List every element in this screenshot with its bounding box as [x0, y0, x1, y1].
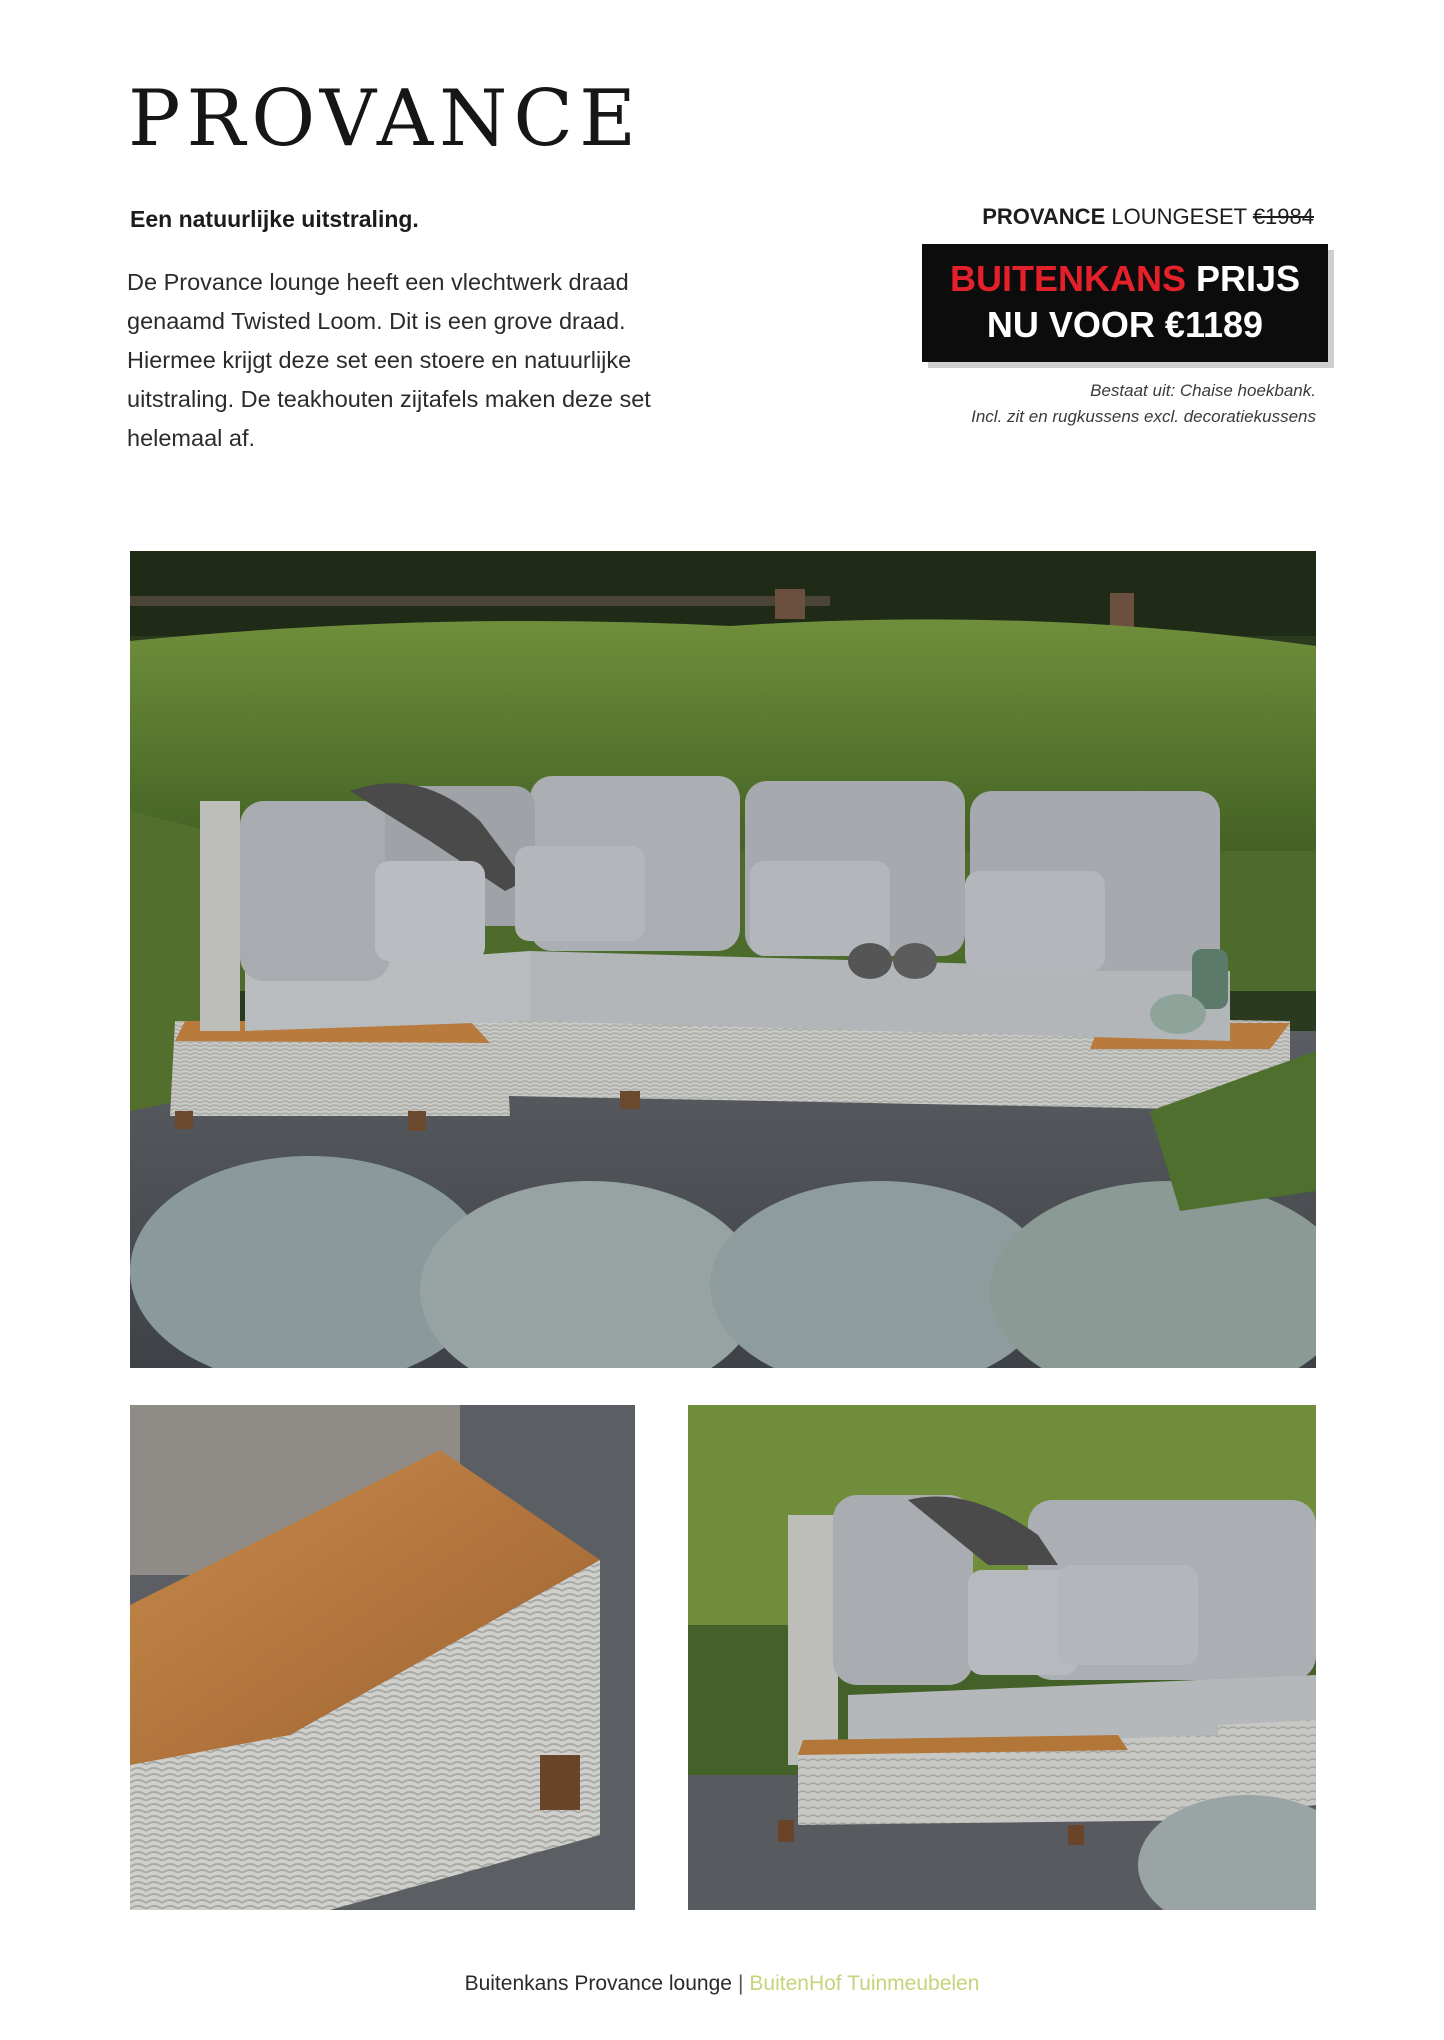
sofa-corner-photo	[688, 1405, 1316, 1910]
price-badge	[922, 244, 1328, 362]
description	[127, 263, 767, 458]
description-line: De Provance lounge heeft een vlechtwerk draad	[127, 269, 629, 295]
footer-brand: BuitenHof Tuinmeubelen	[749, 1972, 980, 1995]
description-line: helemaal af.	[127, 425, 256, 451]
note-line: Incl. zit en rugkussens excl. decoratiekussens	[971, 407, 1316, 426]
tagline: Een natuurlijke uitstraling.	[130, 206, 419, 232]
footer	[0, 1972, 1444, 1996]
footer-title: Buitenkans Provance lounge	[464, 1972, 732, 1995]
prijs-label: PRIJS	[1195, 258, 1301, 299]
note-line: Bestaat uit: Chaise hoekbank.	[1090, 381, 1316, 400]
lounge-set-photo	[130, 551, 1316, 1368]
description-line: genaamd Twisted Loom. Dit is een grove draad.	[127, 308, 626, 334]
new-price: NU VOOR €1189	[986, 304, 1264, 345]
page-title: PROVANCE	[128, 74, 643, 164]
product-note	[971, 378, 1316, 430]
footer-separator: |	[737, 1972, 744, 1995]
teak-table-detail-photo	[130, 1405, 635, 1910]
product-name: PROVANCE	[982, 204, 1106, 229]
product-type: LOUNGESET	[1111, 204, 1247, 229]
buitenkans-label: BUITENKANS	[949, 258, 1186, 299]
old-price: €1984	[1252, 204, 1314, 229]
product-line	[982, 204, 1314, 230]
description-line: Hiermee krijgt deze set een stoere en natuurlijke	[127, 347, 632, 373]
description-line: uitstraling. De teakhouten zijtafels maken deze set	[127, 386, 651, 412]
